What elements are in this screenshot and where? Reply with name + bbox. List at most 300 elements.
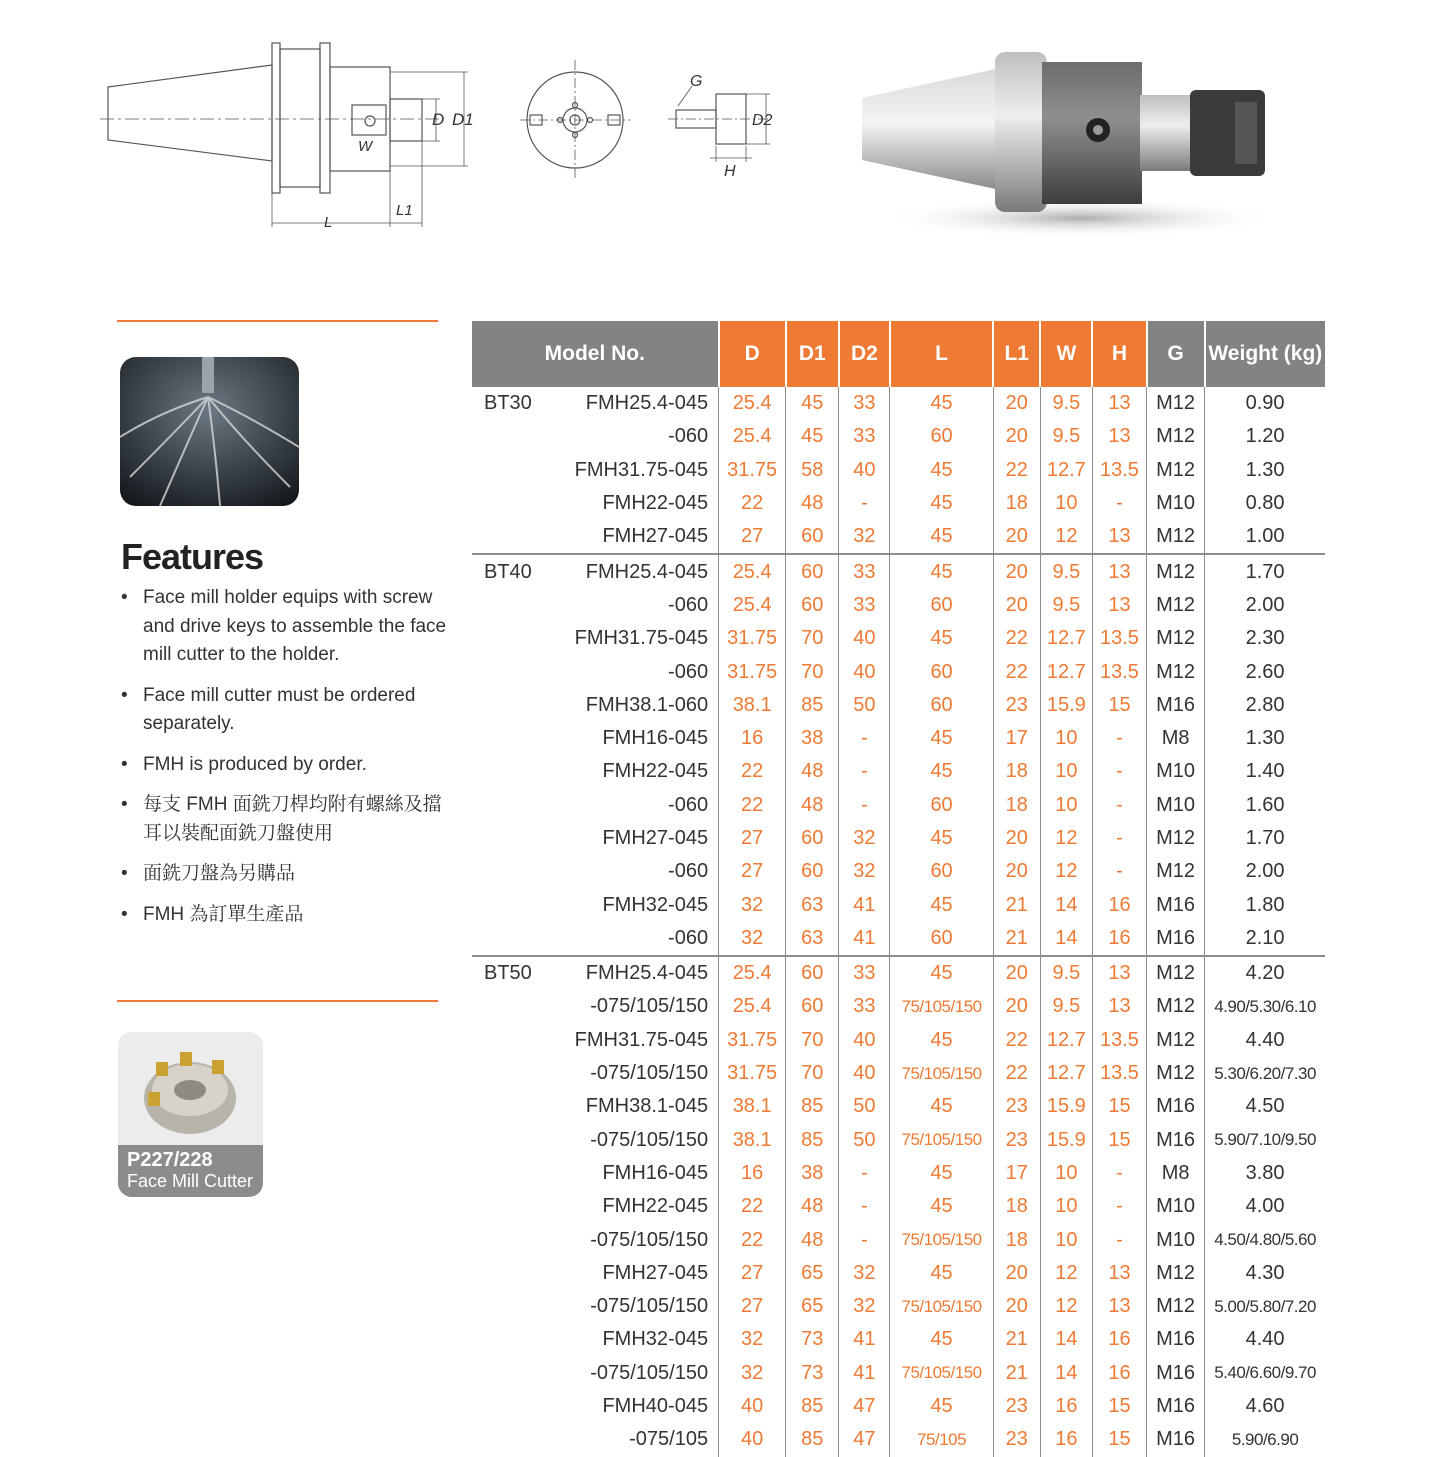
dimension-cell: 38 [786, 1157, 839, 1190]
dimension-cell: 45 [890, 387, 993, 420]
dimension-cell: 27 [719, 855, 786, 888]
weight-cell: 2.80 [1245, 693, 1285, 716]
thread-cell: M16 [1147, 1090, 1205, 1123]
dimension-cell: 15 [1092, 1390, 1146, 1423]
dimension-cell: 41 [839, 888, 890, 921]
model-cell [472, 1124, 719, 1157]
dimension-cell: 18 [993, 789, 1040, 822]
dimension-cell: 32 [839, 520, 890, 554]
dimension-cell: 13.5 [1092, 655, 1146, 688]
dimension-cell: 13.5 [1092, 1024, 1146, 1057]
weight-cell: 4.50 [1245, 1095, 1285, 1118]
dimension-cell: 50 [839, 1124, 890, 1157]
dimension-cell: 75/105/150 [890, 1290, 993, 1323]
dimension-cell: 45 [890, 454, 993, 487]
dimension-cell: 33 [839, 387, 890, 420]
dimension-cell: 75/105/150 [890, 1357, 993, 1390]
dimension-cell: 45 [890, 1157, 993, 1190]
dimension-cell: - [839, 755, 890, 788]
dimension-cell: 15 [1092, 1124, 1146, 1157]
model-number: FMH32-045 [602, 893, 709, 916]
dimension-cell: 20 [993, 387, 1040, 420]
label-g: G [690, 73, 703, 90]
table-row [472, 420, 1325, 453]
table-row [472, 589, 1325, 622]
dimension-cell: 12 [1040, 855, 1092, 888]
dimension-cell: 21 [993, 1323, 1040, 1356]
dimension-cell: 13 [1092, 554, 1146, 588]
dimension-cell: 15 [1092, 1090, 1146, 1123]
table-row [472, 1190, 1325, 1223]
dimension-cell: 31.75 [719, 655, 786, 688]
table-row [472, 655, 1325, 688]
dimension-cell: 45 [890, 1190, 993, 1223]
label-l: L [324, 214, 333, 231]
thread-cell: M16 [1147, 1423, 1205, 1456]
model-number: FMH40-045 [602, 1395, 709, 1418]
model-number: FMH31.75-045 [574, 458, 709, 481]
dimension-cell: 20 [993, 420, 1040, 453]
model-cell [472, 1057, 719, 1090]
dimension-cell: 22 [719, 755, 786, 788]
weight-cell: 2.60 [1245, 660, 1285, 683]
model-cell [472, 956, 719, 990]
model-number: -060 [668, 425, 709, 448]
model-number: -060 [668, 793, 709, 816]
thread-cell: M12 [1147, 520, 1205, 554]
model-number: FMH22-045 [602, 760, 709, 783]
dimension-cell: 16 [1092, 922, 1146, 956]
dimension-cell: 60 [890, 855, 993, 888]
model-cell [472, 689, 719, 722]
model-number: FMH27-045 [602, 1261, 709, 1284]
table-header-row [472, 321, 1325, 387]
dimension-cell: 70 [786, 655, 839, 688]
dimension-cell: 38 [786, 722, 839, 755]
thread-cell: M12 [1147, 1024, 1205, 1057]
dimension-cell: 45 [786, 387, 839, 420]
dimension-cell: 75/105/150 [890, 990, 993, 1023]
dimension-cell: 41 [839, 1323, 890, 1356]
dimension-cell: 14 [1040, 1323, 1092, 1356]
dimension-cell: 48 [786, 1223, 839, 1256]
dimension-cell: 18 [993, 755, 1040, 788]
model-number: -060 [668, 660, 709, 683]
thread-cell: M16 [1147, 1323, 1205, 1356]
model-cell [472, 1090, 719, 1123]
dimension-cell: 32 [839, 822, 890, 855]
face-mill-holder-photo [850, 40, 1270, 250]
thread-cell: M16 [1147, 922, 1205, 956]
dimension-cell: 15.9 [1040, 1090, 1092, 1123]
weight-cell: 4.40 [1245, 1328, 1285, 1351]
table-row [472, 689, 1325, 722]
model-number: -075/105 [629, 1428, 709, 1451]
model-cell [472, 1190, 719, 1223]
dimension-cell: 10 [1040, 1190, 1092, 1223]
table-row [472, 1290, 1325, 1323]
dimension-cell: 45 [890, 1090, 993, 1123]
dimension-cell: 21 [993, 888, 1040, 921]
weight-cell: 2.00 [1245, 593, 1285, 616]
model-cell [472, 454, 719, 487]
series-label: BT40 [484, 560, 532, 583]
dimension-cell: 45 [890, 722, 993, 755]
dimension-cell: 32 [719, 922, 786, 956]
model-number: -075/105/150 [590, 1062, 709, 1085]
dimension-cell: 16 [1092, 1357, 1146, 1390]
model-number: FMH32-045 [602, 1328, 709, 1351]
thread-cell: M12 [1147, 420, 1205, 453]
thread-cell: M12 [1147, 655, 1205, 688]
weight-cell: 5.90/6.90 [1231, 1429, 1299, 1449]
table-row [472, 387, 1325, 420]
dimension-cell: 13 [1092, 990, 1146, 1023]
cutter-caption [118, 1145, 263, 1197]
dimension-cell: 21 [993, 922, 1040, 956]
dimension-cell: 17 [993, 1157, 1040, 1190]
dimension-cell: 33 [839, 420, 890, 453]
dimension-cell: 15.9 [1040, 1124, 1092, 1157]
weight-cell: 1.00 [1245, 525, 1285, 548]
weight-cell: 0.80 [1245, 492, 1285, 515]
dimension-cell: 13 [1092, 589, 1146, 622]
dimension-cell: 25.4 [719, 554, 786, 588]
dimension-cell: 12 [1040, 1290, 1092, 1323]
thread-cell: M12 [1147, 956, 1205, 990]
dimension-cell: 13 [1092, 1290, 1146, 1323]
dimension-cell: 45 [890, 956, 993, 990]
model-number: FMH38.1-060 [585, 693, 709, 716]
model-cell [472, 1323, 719, 1356]
dimension-cell: 9.5 [1040, 990, 1092, 1023]
weight-cell: 4.30 [1245, 1261, 1285, 1284]
table-row [472, 1157, 1325, 1190]
weight-cell: 4.50/4.80/5.60 [1214, 1230, 1316, 1250]
dimension-cell: 40 [839, 1057, 890, 1090]
model-number: FMH27-045 [602, 827, 709, 849]
dimension-cell: 20 [993, 589, 1040, 622]
model-cell [472, 1390, 719, 1423]
dimension-cell: 21 [993, 1357, 1040, 1390]
model-number: FMH31.75-045 [574, 627, 709, 650]
dimension-cell: 31.75 [719, 622, 786, 655]
dimension-cell: 22 [719, 487, 786, 520]
dimension-cell: 20 [993, 1257, 1040, 1290]
dimension-cell: 13.5 [1092, 622, 1146, 655]
label-l1: L1 [396, 202, 413, 219]
dimension-cell: 12 [1040, 1257, 1092, 1290]
weight-cell: 4.40 [1245, 1028, 1285, 1051]
table-row [472, 1024, 1325, 1057]
dimension-cell: 16 [1092, 888, 1146, 921]
dimension-cell: 58 [786, 454, 839, 487]
model-cell [472, 655, 719, 688]
dimension-cell: 22 [993, 655, 1040, 688]
dimension-cell: - [1092, 755, 1146, 788]
dimension-cell: 32 [839, 855, 890, 888]
thread-cell: M10 [1147, 1190, 1205, 1223]
dimension-cell: - [1092, 487, 1146, 520]
dimension-cell: 40 [839, 454, 890, 487]
dimension-cell: 13 [1092, 420, 1146, 453]
column-header: D1 [786, 321, 839, 387]
dimension-cell: 10 [1040, 755, 1092, 788]
dimension-cell: 12.7 [1040, 1057, 1092, 1090]
dimension-cell: 14 [1040, 1357, 1092, 1390]
dimension-cell: 45 [890, 554, 993, 588]
dimension-cell: 60 [786, 855, 839, 888]
dimension-cell: 60 [786, 956, 839, 990]
dimension-cell: 20 [993, 520, 1040, 554]
dimension-cell: 40 [719, 1423, 786, 1456]
model-cell [472, 387, 719, 420]
dimension-cell: 45 [890, 822, 993, 855]
dimension-cell: 60 [786, 990, 839, 1023]
dimension-cell: 60 [890, 689, 993, 722]
dimension-cell: 20 [993, 956, 1040, 990]
features-list [117, 584, 447, 941]
thread-cell: M12 [1147, 554, 1205, 588]
dimension-cell: 18 [993, 1223, 1040, 1256]
dimension-cell: 70 [786, 622, 839, 655]
dimension-cell: 41 [839, 922, 890, 956]
dimension-cell: 47 [839, 1423, 890, 1456]
dimension-cell: 33 [839, 554, 890, 588]
dimension-cell: 27 [719, 520, 786, 554]
dimension-cell: 75/105/150 [890, 1223, 993, 1256]
table-row [472, 888, 1325, 921]
weight-cell: 2.30 [1245, 627, 1285, 650]
column-header: H [1092, 321, 1146, 387]
weight-cell: 1.80 [1245, 893, 1285, 916]
dimension-cell: - [1092, 789, 1146, 822]
dimension-cell: 10 [1040, 789, 1092, 822]
dimension-cell: 12.7 [1040, 622, 1092, 655]
model-number: -075/105/150 [590, 1228, 709, 1251]
model-number: FMH25.4-045 [585, 962, 709, 985]
column-header: W [1040, 321, 1092, 387]
dimension-cell: 10 [1040, 1157, 1092, 1190]
table-row [472, 520, 1325, 554]
dimension-cell: 60 [890, 922, 993, 956]
screw-drawing [668, 66, 788, 186]
dimension-cell: 48 [786, 789, 839, 822]
dimension-cell: 31.75 [719, 1057, 786, 1090]
dimension-cell: 60 [786, 589, 839, 622]
dimension-cell: 23 [993, 1423, 1040, 1456]
thread-cell: M10 [1147, 755, 1205, 788]
weight-cell: 2.00 [1245, 860, 1285, 883]
dimension-cell: 33 [839, 589, 890, 622]
section-divider [117, 320, 438, 322]
dimension-cell: 38.1 [719, 689, 786, 722]
dimension-cell: 60 [890, 655, 993, 688]
dimension-cell: 38.1 [719, 1124, 786, 1157]
thread-cell: M8 [1147, 1157, 1205, 1190]
dimension-cell: 40 [839, 1024, 890, 1057]
model-cell [472, 420, 719, 453]
thread-cell: M16 [1147, 1124, 1205, 1157]
dimension-cell: 20 [993, 822, 1040, 855]
model-cell [472, 622, 719, 655]
table-row [472, 755, 1325, 788]
table-row [472, 1090, 1325, 1123]
holder-face-view-drawing [520, 55, 630, 185]
dimension-cell: 85 [786, 1090, 839, 1123]
dimension-cell: 45 [890, 1390, 993, 1423]
table-row [472, 1124, 1325, 1157]
thread-cell: M12 [1147, 1290, 1205, 1323]
table-row [472, 1057, 1325, 1090]
model-number: FMH22-045 [602, 1195, 709, 1218]
thread-cell: M16 [1147, 888, 1205, 921]
weight-cell: 1.70 [1205, 554, 1325, 588]
dimension-cell: 45 [890, 520, 993, 554]
dimension-cell: 25.4 [719, 387, 786, 420]
model-cell [472, 1024, 719, 1057]
dimension-cell: 75/105 [890, 1423, 993, 1456]
features-heading: Features [121, 536, 264, 577]
dimension-cell: 85 [786, 689, 839, 722]
dimension-cell: 16 [1040, 1390, 1092, 1423]
weight-cell: 2.10 [1245, 926, 1285, 949]
table-row [472, 1323, 1325, 1356]
dimension-cell: - [1092, 1190, 1146, 1223]
model-cell [472, 789, 719, 822]
dimension-cell: - [839, 1223, 890, 1256]
holder-side-view-drawing [100, 35, 500, 235]
model-number: FMH22-045 [602, 492, 709, 515]
dimension-cell: 10 [1040, 722, 1092, 755]
model-cell [472, 554, 719, 588]
weight-cell: 5.00/5.80/7.20 [1214, 1296, 1316, 1316]
dimension-cell: 13 [1092, 956, 1146, 990]
dimension-cell: 45 [786, 420, 839, 453]
dimension-cell: 17 [993, 722, 1040, 755]
face-mill-cutter-card[interactable] [118, 1032, 263, 1197]
label-w: W [358, 138, 373, 155]
model-number: -075/105/150 [590, 1295, 709, 1318]
dimension-cell: 22 [719, 1190, 786, 1223]
dimension-cell: 15 [1092, 689, 1146, 722]
dimension-cell: 14 [1040, 922, 1092, 956]
model-cell [472, 1290, 719, 1323]
model-cell [472, 1357, 719, 1390]
dimension-cell: 65 [786, 1257, 839, 1290]
thread-cell: M16 [1147, 689, 1205, 722]
dimension-cell: 15.9 [1040, 689, 1092, 722]
cutter-code: P227/228 [127, 1149, 213, 1171]
label-d: D [432, 110, 445, 129]
dimension-cell: 75/105/150 [890, 1057, 993, 1090]
dimension-cell: 13 [1092, 520, 1146, 554]
dimension-cell: 32 [839, 1290, 890, 1323]
dimension-cell: 23 [993, 1090, 1040, 1123]
dimension-cell: - [1092, 1157, 1146, 1190]
dimension-cell: 60 [890, 420, 993, 453]
model-number: -075/105/150 [590, 1361, 709, 1384]
dimension-cell: 38.1 [719, 1090, 786, 1123]
dimension-cell: 20 [993, 554, 1040, 588]
column-header: Weight (kg) [1205, 321, 1325, 387]
model-number: FMH27-045 [602, 525, 709, 548]
weight-cell: 5.90/7.10/9.50 [1214, 1130, 1316, 1150]
dimension-cell: 73 [786, 1357, 839, 1390]
model-number: -075/105/150 [590, 1128, 709, 1151]
dimension-cell: 12 [1040, 822, 1092, 855]
dimension-cell: 45 [890, 888, 993, 921]
dimension-cell: 13.5 [1092, 454, 1146, 487]
dimension-cell: 45 [890, 1024, 993, 1057]
dimension-cell: 22 [993, 622, 1040, 655]
model-number: -060 [668, 593, 709, 616]
dimension-cell: 31.75 [719, 1024, 786, 1057]
thread-cell: M12 [1147, 822, 1205, 855]
weight-cell: 1.40 [1245, 760, 1285, 783]
dimension-cell: 50 [839, 1090, 890, 1123]
weight-cell: 5.30/6.20/7.30 [1214, 1063, 1316, 1083]
model-cell [472, 487, 719, 520]
dimension-cell: 12.7 [1040, 655, 1092, 688]
dimension-cell: 25.4 [719, 420, 786, 453]
model-cell [472, 1157, 719, 1190]
weight-cell: 1.70 [1245, 827, 1285, 849]
model-number: FMH25.4-045 [585, 392, 709, 415]
dimension-cell: 16 [719, 1157, 786, 1190]
dimension-cell: 20 [993, 855, 1040, 888]
thread-cell: M12 [1147, 589, 1205, 622]
cutter-name: Face Mill Cutter [127, 1171, 254, 1191]
dimension-cell: - [839, 1157, 890, 1190]
dimension-cell: 12.7 [1040, 1024, 1092, 1057]
table-row [472, 454, 1325, 487]
model-cell [472, 888, 719, 921]
dimension-cell: 63 [786, 922, 839, 956]
dimension-cell: 40 [719, 1390, 786, 1423]
thread-cell: M12 [1147, 1257, 1205, 1290]
dimension-cell: 32 [719, 888, 786, 921]
weight-cell: 4.60 [1245, 1395, 1285, 1418]
table-row [472, 487, 1325, 520]
weight-cell: 0.90 [1245, 392, 1285, 415]
dimension-cell: 9.5 [1040, 420, 1092, 453]
table-row [472, 554, 1325, 588]
dimension-cell: 73 [786, 1323, 839, 1356]
dimension-cell: 13 [1092, 387, 1146, 420]
thread-cell: M10 [1147, 789, 1205, 822]
dimension-cell: 45 [890, 1323, 993, 1356]
feature-item: • FMH is produced by order. [117, 751, 447, 780]
dimension-cell: 85 [786, 1423, 839, 1456]
feature-item: • 每支 FMH 面銑刀桿均附有螺絲及擋耳以裝配面銑刀盤使用 [117, 791, 447, 848]
dimension-cell: 16 [1092, 1323, 1146, 1356]
dimension-cell: 25.4 [719, 589, 786, 622]
model-cell [472, 722, 719, 755]
dimension-cell: 50 [839, 689, 890, 722]
dimension-cell: 65 [786, 1290, 839, 1323]
column-header: L [890, 321, 993, 387]
dimension-cell: 32 [719, 1323, 786, 1356]
thread-cell: M12 [1147, 454, 1205, 487]
weight-cell: 3.80 [1245, 1161, 1285, 1184]
dimension-cell: 32 [719, 1357, 786, 1390]
dimension-cell: 70 [786, 1024, 839, 1057]
model-number: FMH31.75-045 [574, 1028, 709, 1051]
dimension-cell: 48 [786, 755, 839, 788]
dimension-cell: - [1092, 722, 1146, 755]
dimension-cell: 12.7 [1040, 454, 1092, 487]
